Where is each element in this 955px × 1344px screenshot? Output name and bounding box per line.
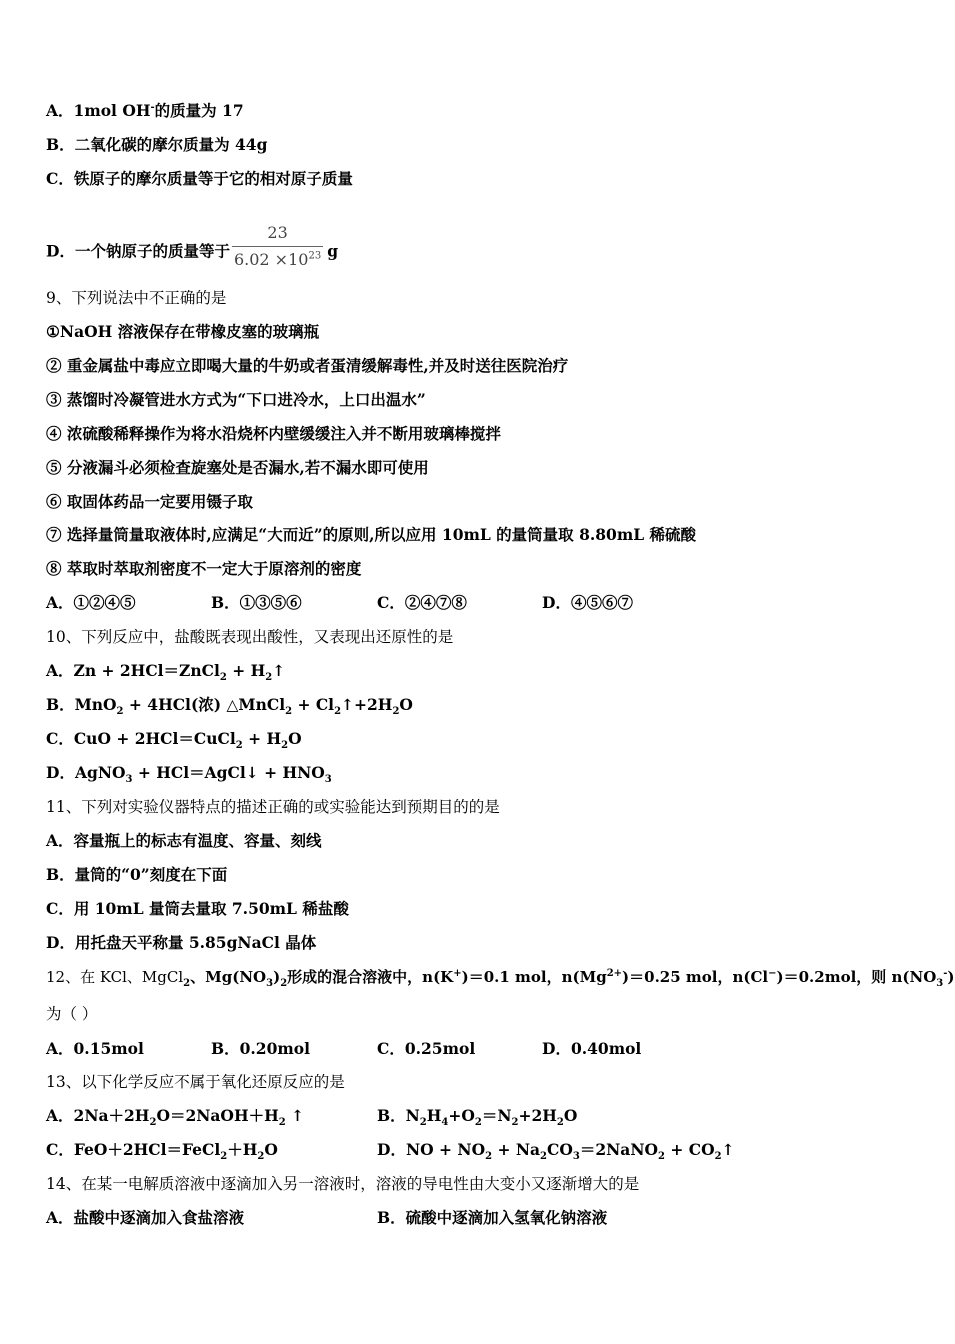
q14-option-b: B．硫酸中逐滴加入氢氧化钠溶液: [377, 1208, 608, 1227]
q10-stem: 10、下列反应中，盐酸既表现出酸性，又表现出还原性的是: [46, 628, 454, 646]
q8-option-b: B．二氧化碳的摩尔质量为 44g: [46, 135, 268, 154]
q9-item-5: ⑤ 分液漏斗必须检查旋塞处是否漏水,若不漏水即可使用: [46, 458, 429, 477]
q9-item-3: ③ 蒸馏时冷凝管进水方式为“下口进冷水，上口出温水”: [46, 390, 426, 409]
q13-option-a: A．$2Na+2H_2O=2NaOH+H_2$ ↑: [46, 1106, 305, 1129]
q8-option-a: A．1mol OH-的质量为 17: [46, 101, 244, 120]
q9-option-a: A．①②④⑤: [46, 593, 136, 612]
q10-option-d: D．AgNO$_3$ + HCl＝AgCl↓ + $HNO_3$: [46, 763, 332, 786]
q9-item-4: ④ 浓硫酸稀释操作为将水沿烧杯内壁缓缓注入并不断用玻璃棒搅拌: [46, 424, 501, 443]
q13-option-b: B．$N_2H_4+O_2=N_2+2H_2O$: [377, 1106, 578, 1129]
q9-item-2: ② 重金属盐中毒应立即喝大量的牛奶或者蛋清缓解毒性,并及时送往医院治疗: [46, 356, 569, 375]
q11-option-c: C．用 10mL 量筒去量取 7.50mL 稀盐酸: [46, 899, 349, 918]
q12-option-b: B．0.20mol: [211, 1039, 310, 1058]
q12-option-c: C．0.25mol: [377, 1039, 476, 1058]
q8-option-c: C．铁原子的摩尔质量等于它的相对原子质量: [46, 169, 353, 188]
q10-option-c: C．CuO + 2HCl＝CuCl$_2$ + $H_2O$: [46, 729, 302, 752]
q12-option-a: A．0.15mol: [46, 1039, 144, 1058]
q11-option-d: D．用托盘天平称量 5.85gNaCl 晶体: [46, 933, 317, 952]
q13-stem: 13、以下化学反应不属于氧化还原反应的是: [46, 1073, 345, 1091]
q13-option-c: C．$FeO+2HCl=FeCl_2+H_2O$: [46, 1140, 278, 1163]
q11-option-a: A．容量瓶上的标志有温度、容量、刻线: [46, 831, 322, 850]
q14-option-a: A．盐酸中逐滴加入食盐溶液: [46, 1208, 245, 1227]
q10-option-b: B．MnO$_2$ + 4HCl(浓) △MnCl$_2$ + $Cl_2↑+2H_2O$: [46, 695, 413, 718]
fraction: $\frac{23}{6.02 \times 10^{23}}$: [233, 223, 322, 269]
q11-option-b: B．量筒的“0”刻度在下面: [46, 865, 228, 884]
q13-option-d: D．NO + $NO_2$ + $Na_2CO_3=2NaNO_2$ + $CO_2↑$: [377, 1140, 735, 1163]
q12-option-d: D．0.40mol: [542, 1039, 642, 1058]
q9-item-7: ⑦ 选择量筒量取液体时,应满足“大而近”的原则,所以应用 10mL 的量筒量取 8.80mL 稀硫酸: [46, 525, 697, 544]
q9-item-6: ⑥ 取固体药品一定要用镊子取: [46, 492, 253, 511]
q9-item-8: ⑧ 萃取时萃取剂密度不一定大于原溶剂的密度: [46, 559, 362, 578]
q9-option-b: B．①③⑤⑥: [211, 593, 302, 612]
q14-stem: 14、在某一电解质溶液中逐滴加入另一溶液时，溶液的导电性由大变小又逐渐增大的是: [46, 1175, 640, 1193]
q9-stem: 9、下列说法中不正确的是: [46, 289, 227, 307]
q10-option-a: A．Zn + 2HCl＝ZnCl$_2$ + $H_2↑$: [46, 661, 286, 684]
q12-stem-line2: 为（ ）: [46, 1005, 98, 1023]
q12-stem: 12、在 KCl、MgCl$_2$、$Mg(NO_3)_2$形成的混合溶液中，n(K+)＝0.1 mol，$n(Mg^{2+})=0.25$ mol，n(Cl−)＝0.2mol，则 $n(NO_3^-)$: [46, 968, 955, 989]
q8-option-d: D．一个钠原子的质量等于 $\frac{23}{6.02 \times 10^{23}}$ g: [46, 223, 339, 269]
q9-option-d: D．④⑤⑥⑦: [542, 593, 633, 612]
q9-item-1: ①NaOH 溶液保存在带橡皮塞的玻璃瓶: [46, 322, 320, 341]
q11-stem: 11、下列对实验仪器特点的描述正确的或实验能达到预期目的的是: [46, 798, 500, 816]
q9-option-c: C．②④⑦⑧: [377, 593, 467, 612]
